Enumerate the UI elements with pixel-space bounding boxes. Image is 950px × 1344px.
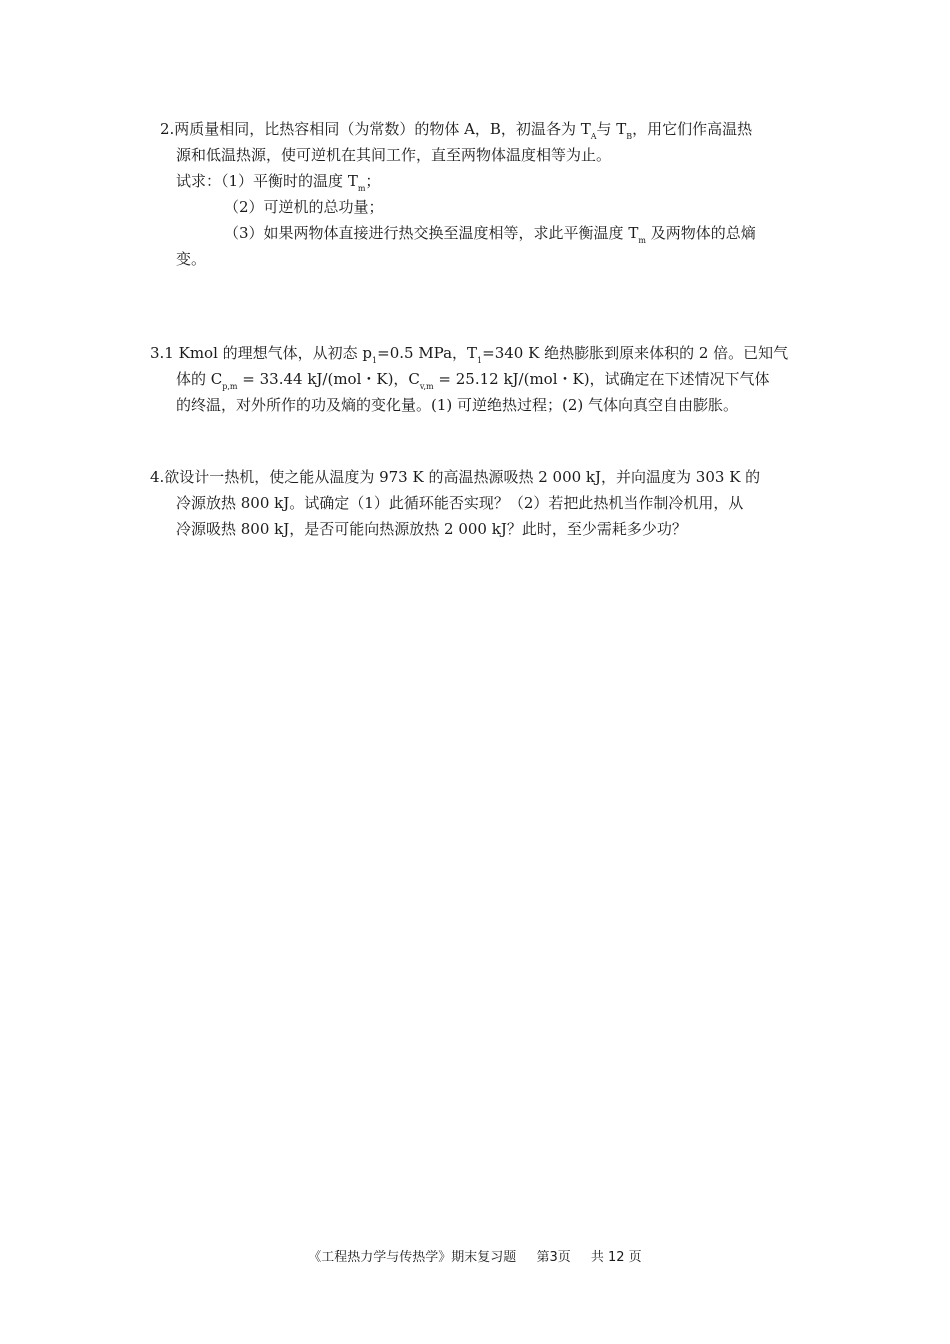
problem-3-line-1: 3.1 Kmol 的理想气体，从初态 $p_1=0.5$ MPa，$T_1=340$ K 绝热膨胀到原来体积的 2 倍。已知气 — [150, 344, 789, 365]
problem-4-line-3: 冷源吸热 800 kJ，是否可能向热源放热 2 000 kJ？此时，至少需耗多少功？ — [176, 520, 687, 538]
subscript-m: m — [357, 184, 366, 193]
subscript-1: 1 — [372, 356, 378, 365]
subscript-pm: p,m — [222, 382, 238, 391]
problem-2-line-3: 试求：（1）平衡时的温度 $T_m$； — [176, 172, 381, 193]
problem-2 — [150, 116, 810, 272]
problem-3-line-2: 体的 $C_{p,m} = 33.44$ kJ/(mol・K)，$C_{v,m} = 25.12$ kJ/(mol・K)，试确定在下述情况下气体 — [176, 370, 770, 391]
footer-total-pages: 共 12 页 — [590, 1250, 642, 1265]
footer-page-number: 第3页 — [536, 1250, 571, 1265]
problem-3-line-3: 的终温，对外所作的功及熵的变化量。(1) 可逆绝热过程；(2) 气体向真空自由膨胀。 — [176, 396, 739, 414]
problem-4 — [150, 464, 810, 542]
page-footer — [0, 1246, 950, 1265]
problem-3 — [150, 340, 810, 418]
footer-title: 《工程热力学与传热学》期末复习题 — [308, 1250, 517, 1265]
problem-2-line-5: （3）如果两物体直接进行热交换至温度相等，求此平衡温度 $T_m$ 及两物体的总熵 — [224, 224, 756, 245]
subscript-a: A — [590, 132, 597, 141]
subscript-b: B — [626, 132, 633, 141]
problem-2-line-1: 2.两质量相同，比热容相同（为常数）的物体 A，B，初温各为 $T_A$与 $T_B$，用它们作高温热 — [160, 120, 753, 141]
problem-4-line-2: 冷源放热 800 kJ。试确定（1）此循环能否实现？（2）若把此热机当作制冷机用，从 — [176, 494, 744, 512]
problem-2-line-4: （2）可逆机的总功量； — [224, 198, 384, 216]
problem-4-line-1: 4.欲设计一热机，使之能从温度为 973 K 的高温热源吸热 2 000 kJ，并向温度为 303 K 的 — [150, 468, 761, 486]
subscript-vm: v,m — [419, 382, 434, 391]
problem-2-line-2: 源和低温热源，使可逆机在其间工作，直至两物体温度相等为止。 — [176, 146, 612, 164]
problem-2-line-6: 变。 — [176, 250, 207, 268]
subscript-1: 1 — [477, 356, 483, 365]
subscript-m: m — [638, 236, 646, 245]
